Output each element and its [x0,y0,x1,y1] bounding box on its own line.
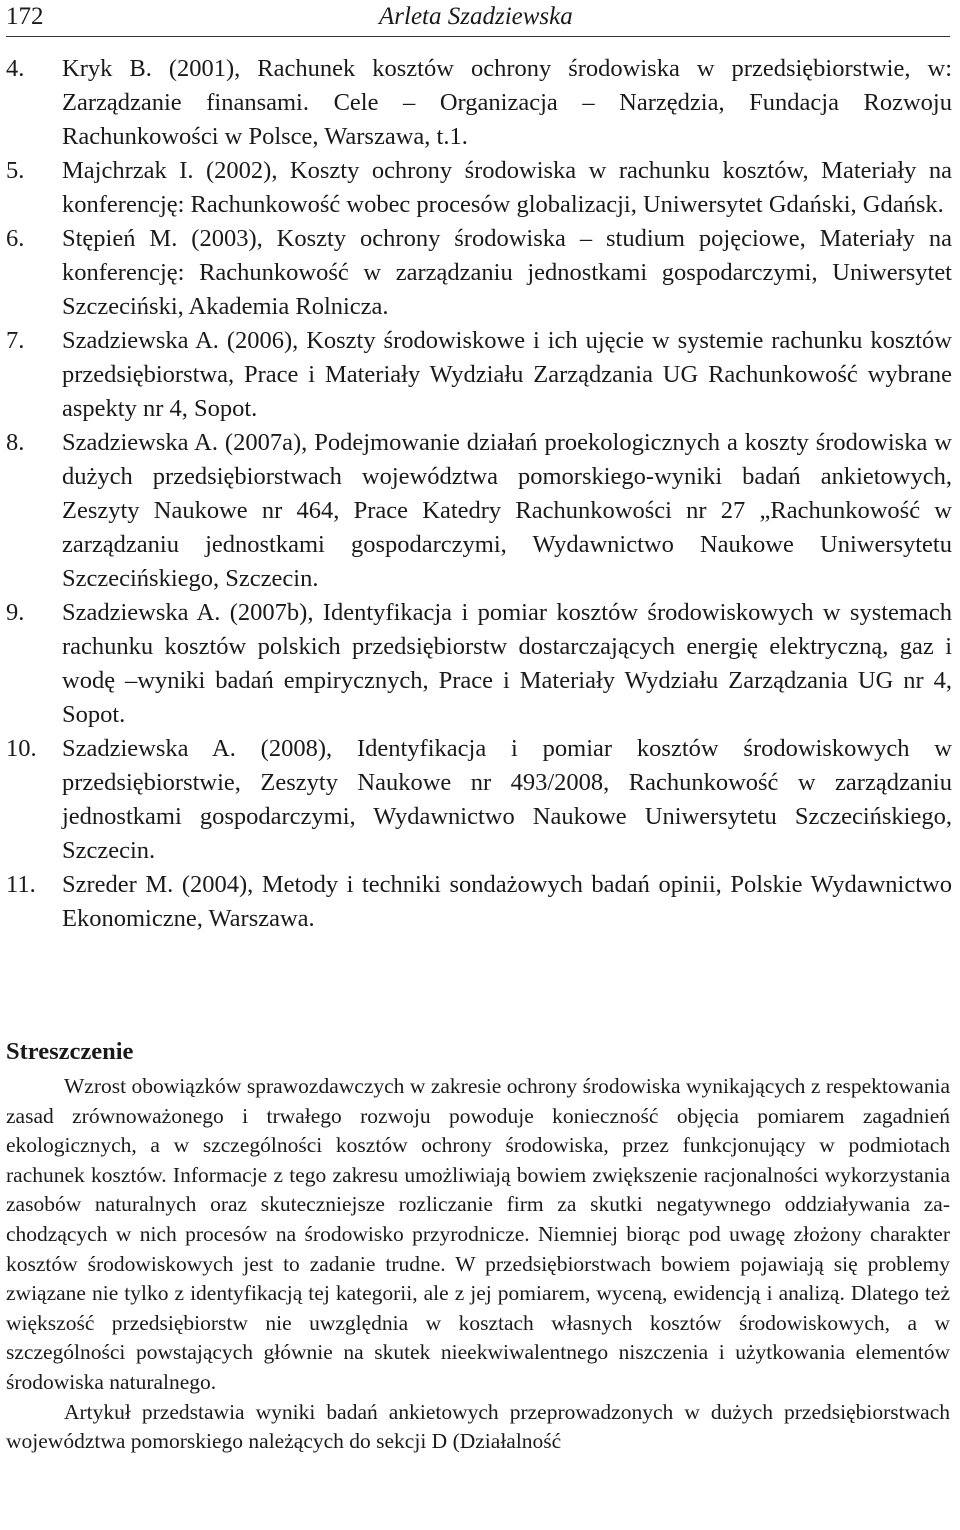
reference-item [0,732,960,868]
reference-number: 6. [6,225,25,252]
reference-list [0,52,960,936]
reference-number: 8. [6,429,25,456]
reference-item [0,426,960,596]
reference-number: 5. [6,157,25,184]
reference-item [0,324,960,426]
page-header [6,0,950,37]
reference-text: Szadziewska A. (2006), Koszty środowiskowe i ich ujęcie w systemie rachunku kosztów przedsiębiorstwa, Prace i Materiały Wydziału Zarządzania UG Rachunkowość wybrane aspekty nr 4, Sopot. [62,327,952,422]
reference-number: 10. [6,735,37,762]
reference-text: Majchrzak I. (2002), Koszty ochrony środowiska w rachunku kosztów, Materiały na konferencję: Rachunkowość wobec procesów globalizacji, Uniwersytet Gdański, Gdańsk. [62,157,952,218]
abstract-paragraph: Artykuł przedstawia wyniki badań ankietowych przeprowadzonych w dużych przedsiębiorstwach województwa pomorskiego należących do sekcji D (Działalność [6,1399,950,1454]
reference-text: Stępień M. (2003), Koszty ochrony środowiska – studium pojęciowe, Materiały na konferencję: Rachunkowość w zarządzaniu jednostkami gospodarczymi, Uniwersytet Szczeciński, Akademia Rolnicza. [62,225,952,320]
reference-text: Kryk B. (2001), Rachunek kosztów ochrony środowiska w przedsiębiorstwie, w: Zarządzanie finansami. Cele – Organizacja – Narzędzia, Fundacja Rozwoju Rachunkowości w Polsce, Warszawa, t.1. [62,55,952,150]
abstract-heading: Streszczenie [6,1038,134,1065]
reference-text: Szreder M. (2004), Metody i techniki sondażowych badań opinii, Polskie Wydawnictwo Ekonomiczne, Warszawa. [62,871,952,932]
reference-item [0,868,960,936]
reference-item [0,154,960,222]
running-head: Arleta Szadziewska [379,3,573,30]
reference-number: 4. [6,55,25,82]
reference-number: 7. [6,327,25,354]
abstract-paragraph: Wzrost obowiązków sprawozdawczych w zakresie ochrony środowiska wynikających z respektowania zasad zrównoważonego i trwałego rozwoju powoduje konieczność objęcia pomiarem zagadnień ekologicznych, a w szczególności kosztów ochrony środowiska, przez funkcjonujący w podmiotach rachunek kosztów. Informacje z tego zakresu umożliwiają bowiem zwiększenie racjonalności wykorzystania zasobów naturalnych oraz skuteczniejsze rozliczanie firm za skutki negatywnego oddziaływania zachodzących w nich procesów na środowisko przyrodnicze. Niemniej biorąc pod uwagę złożony charakter kosztów środowiskowych jest to zadanie trudne. W przedsiębiorstwach bowiem pojawiają się problemy związane nie tylko z identyfikacją tej kategorii, ale z jej pomiarem, wyceną, ewidencją i analizą. Dlatego też większość przedsiębiorstw nie uwzględnia w kosztach własnych kosztów środowiskowych, a w szczególności powstających głównie na skutek nieekwiwalentnego niszczenia i użytkowania elementów środowiska naturalnego. [6,1074,950,1394]
reference-text: Szadziewska A. (2007b), Identyfikacja i pomiar kosztów środowiskowych w systemach rachunku kosztów polskich przedsiębiorstw dostarczających energię elektryczną, gaz i wodę –wyniki badań empirycznych, Prace i Materiały Wydziału Zarządzania UG nr 4, Sopot. [62,599,952,728]
reference-text: Szadziewska A. (2008), Identyfikacja i pomiar kosztów środowiskowych w przedsiębiorstwie, Zeszyty Naukowe nr 493/2008, Rachunkowość w zarządzaniu jednostkami gospodarczymi, Wydawnictwo Naukowe Uniwersytetu Szczecińskiego, Szczecin. [62,735,952,864]
reference-item [0,596,960,732]
abstract-section [6,1036,950,1457]
reference-number: 11. [6,871,36,898]
reference-item [0,222,960,324]
reference-item [0,52,960,154]
reference-text: Szadziewska A. (2007a), Podejmowanie działań proekologicznych a koszty środowiska w dużych przedsiębiorstwach województwa pomorskiego-wyniki badań ankietowych, Zeszyty Naukowe nr 464, Prace Katedry Rachunkowości nr 27 „Rachunkowość w zarządzaniu jednostkami gospodarczymi, Wydawnictwo Naukowe Uniwersytetu Szczecińskiego, Szczecin. [62,429,952,592]
page-number: 172 [6,3,44,30]
reference-number: 9. [6,599,25,626]
